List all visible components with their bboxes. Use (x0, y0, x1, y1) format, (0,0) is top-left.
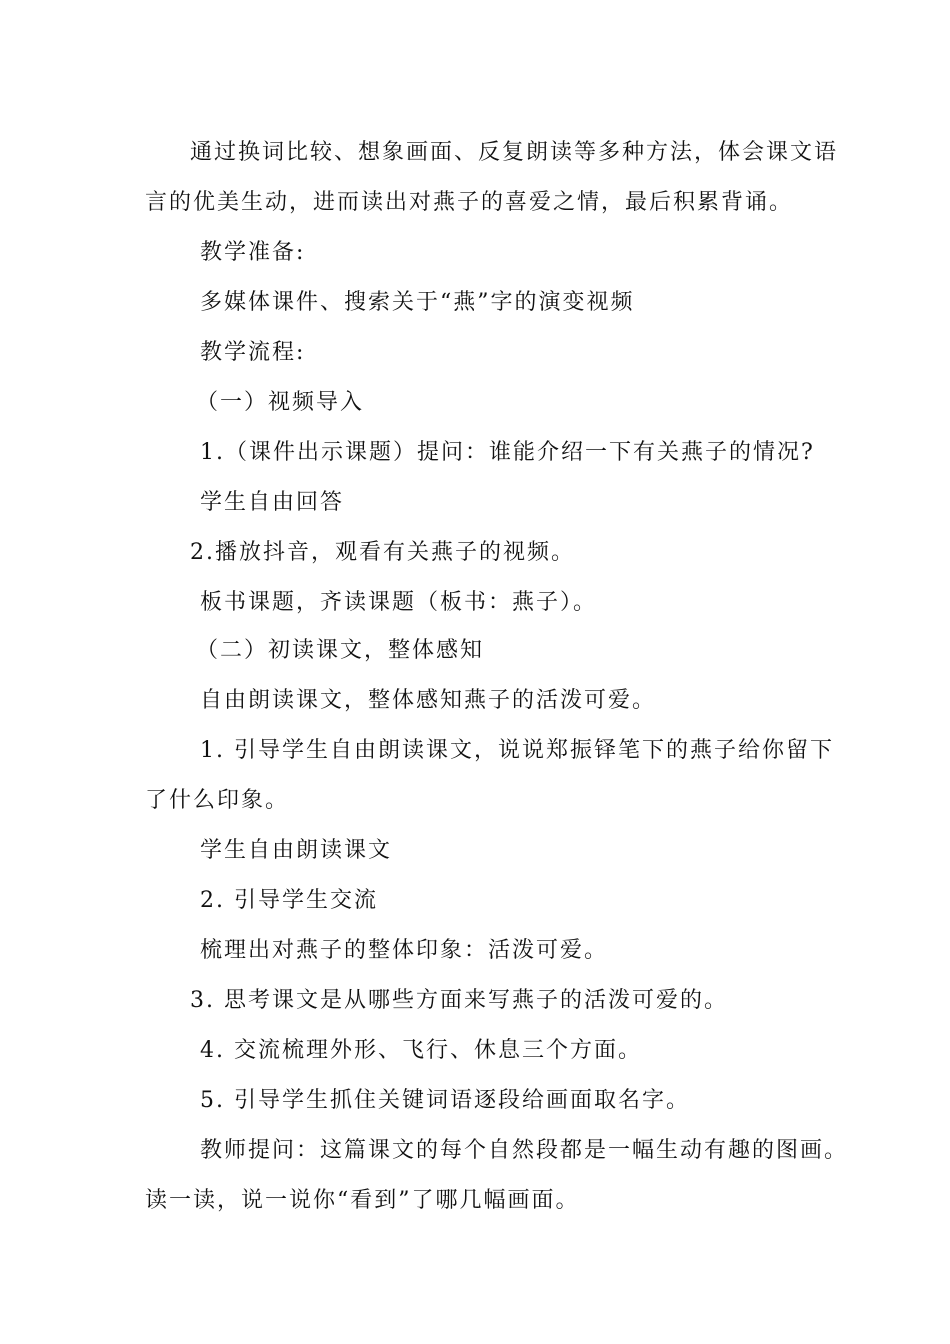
paragraph-line: 多媒体课件、搜索关于“燕”字的演变视频 (200, 290, 635, 315)
list-item: 2.播放抖音，观看有关燕子的视频。 (190, 540, 575, 565)
section-heading: （二）初读课文，整体感知 (196, 638, 485, 663)
list-item: 1.（课件出示课题）提问：谁能介绍一下有关燕子的情况? (200, 440, 815, 465)
section-heading: （一）视频导入 (196, 390, 365, 415)
list-item: 4. 交流梳理外形、飞行、休息三个方面。 (200, 1038, 642, 1063)
paragraph-line: 学生自由回答 (200, 490, 345, 515)
paragraph-line: 梳理出对燕子的整体印象：活泼可爱。 (200, 938, 609, 963)
paragraph-line: 板书课题，齐读课题（板书：燕子）。 (200, 590, 598, 615)
section-heading: 教学准备: (200, 240, 306, 265)
list-item: 3. 思考课文是从哪些方面来写燕子的活泼可爱的。 (190, 988, 728, 1013)
paragraph-line: 读一读，说一说你“看到”了哪几幅画面。 (145, 1188, 580, 1213)
paragraph-line: 通过换词比较、想象画面、反复朗读等多种方法，体会课文语 (190, 140, 839, 165)
paragraph-line: 教师提问：这篇课文的每个自然段都是一幅生动有趣的图画。 (200, 1138, 849, 1163)
list-item: 5. 引导学生抓住关键词语逐段给画面取名字。 (200, 1088, 690, 1113)
paragraph-line: 了什么印象。 (145, 788, 290, 813)
list-item: 2. 引导学生交流 (200, 888, 378, 913)
list-item: 1. 引导学生自由朗读课文，说说郑振铎笔下的燕子给你留下 (200, 738, 834, 763)
paragraph-line: 言的优美生动，进而读出对燕子的喜爱之情，最后积累背诵。 (145, 190, 794, 215)
paragraph-line: 学生自由朗读课文 (200, 838, 393, 863)
section-heading: 教学流程: (200, 340, 306, 365)
paragraph-line: 自由朗读课文，整体感知燕子的活泼可爱。 (200, 688, 657, 713)
